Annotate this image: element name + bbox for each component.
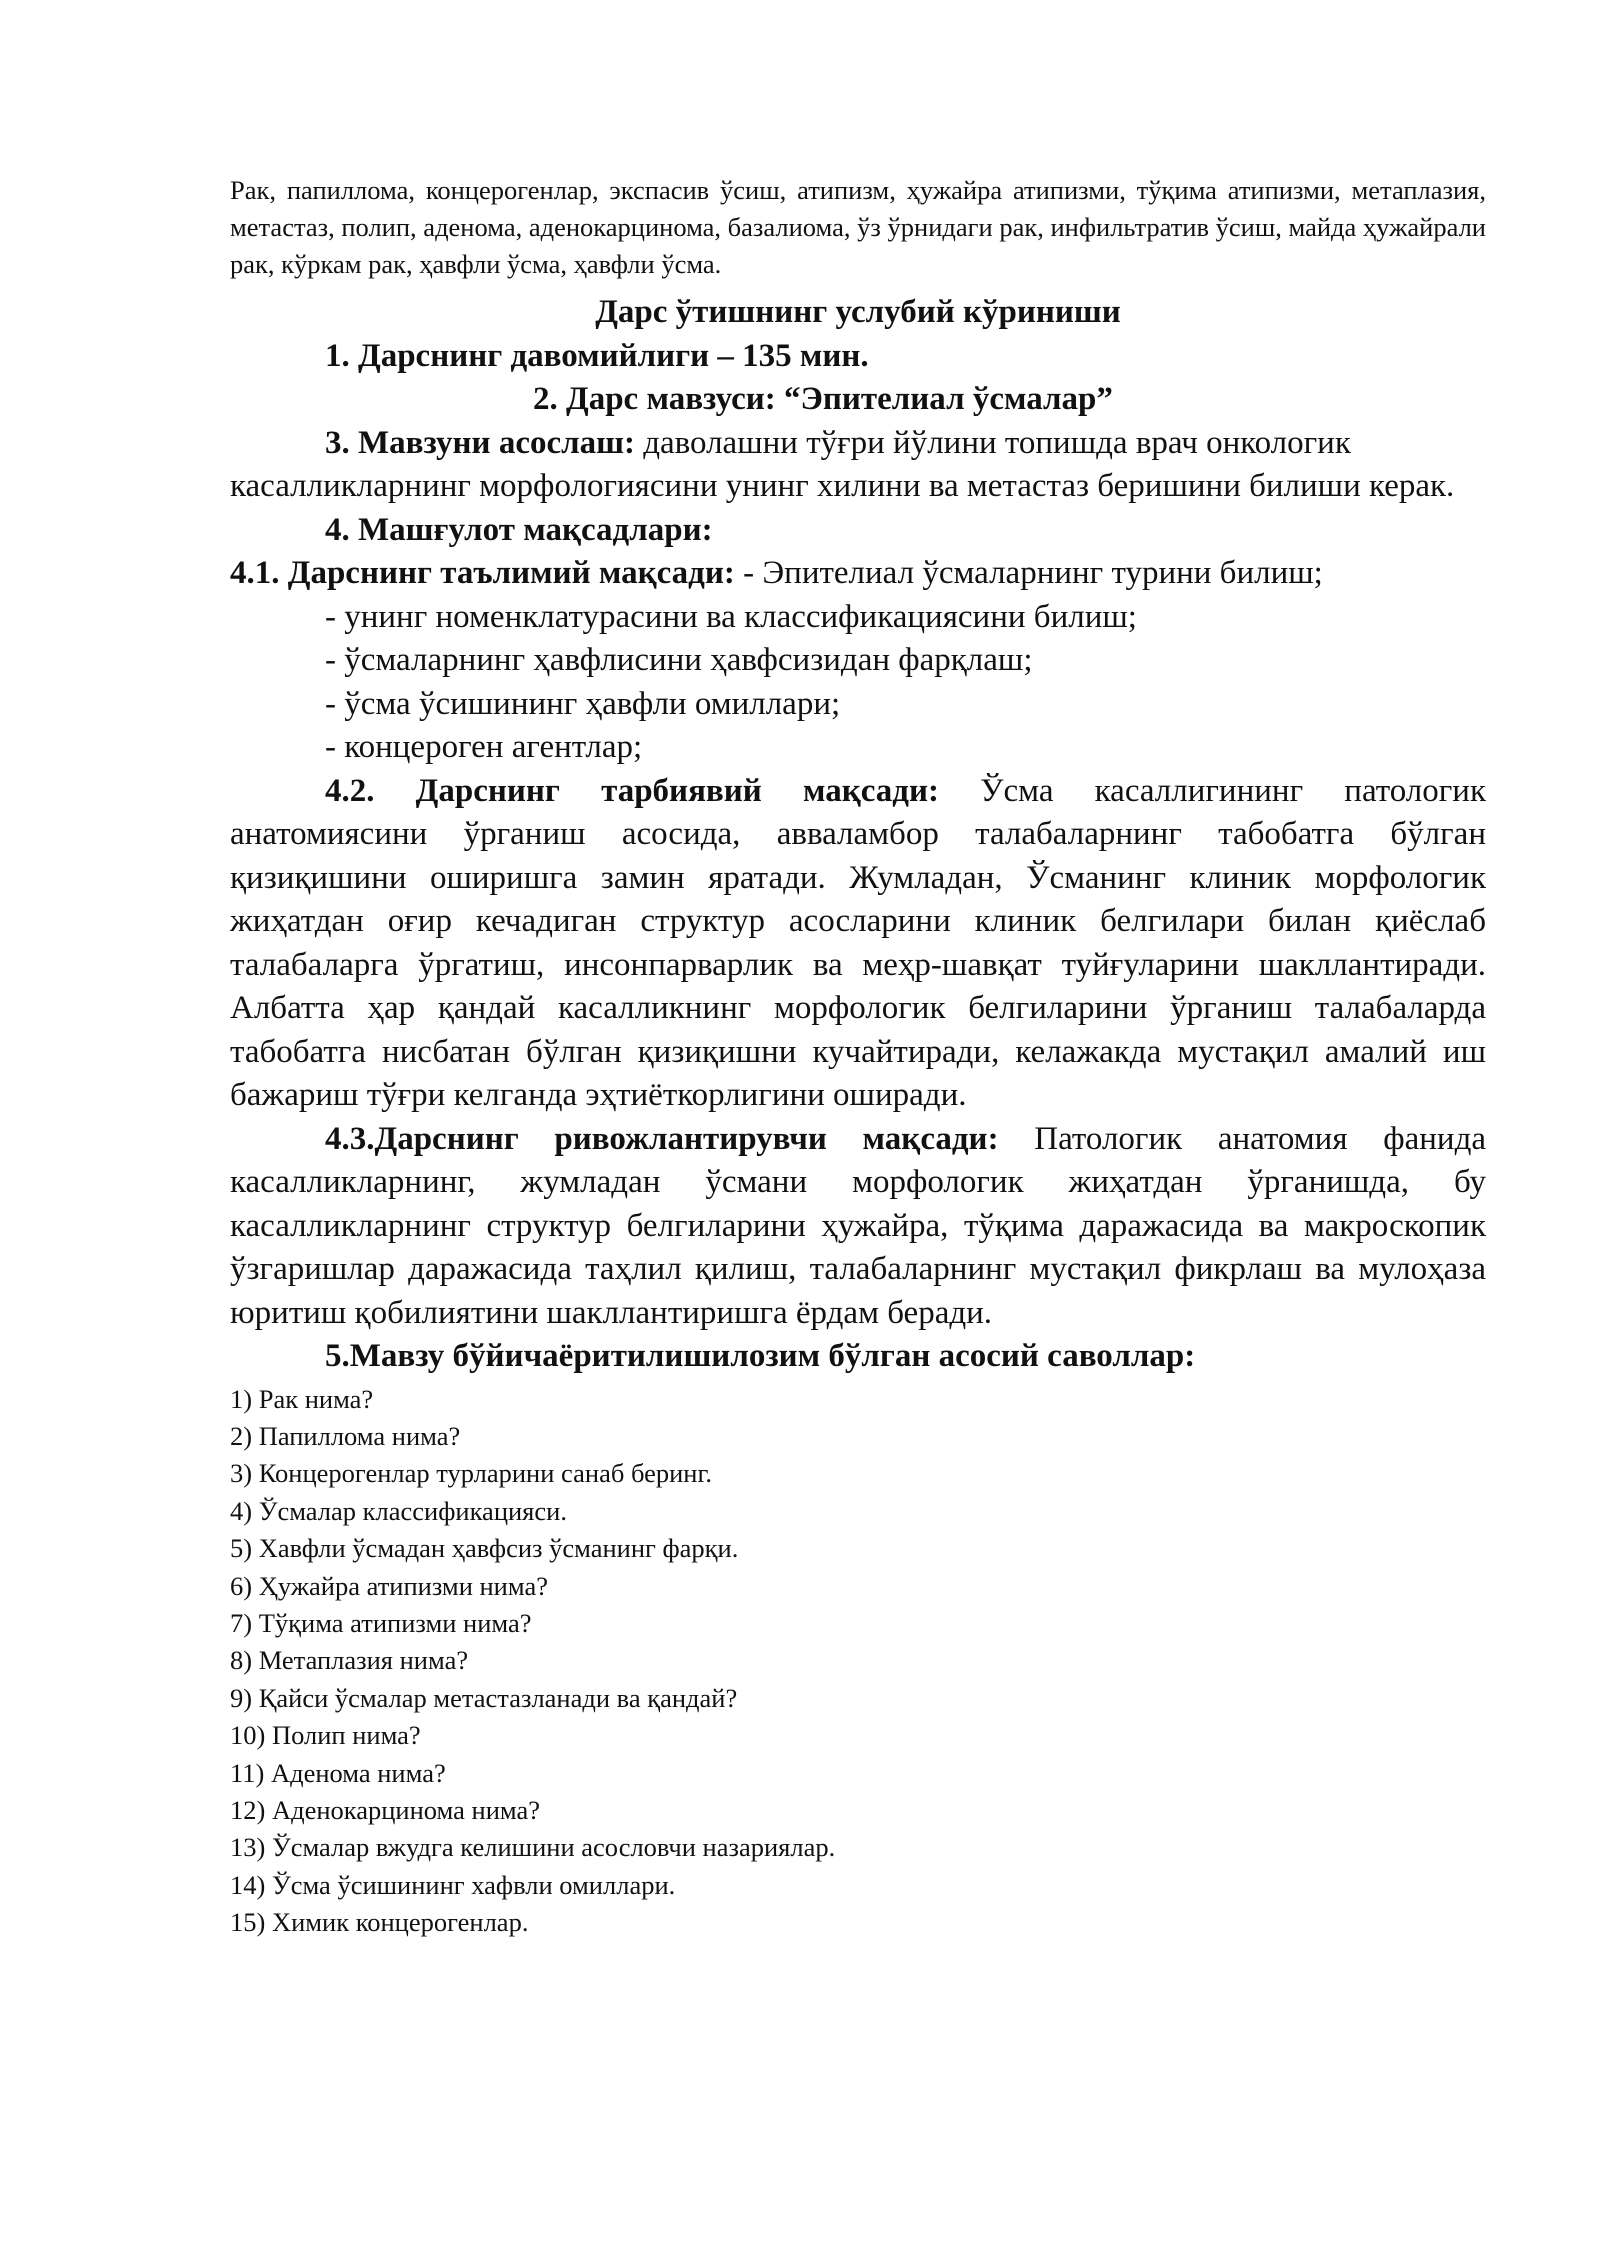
list-item: 2) Папиллома нима?: [230, 1420, 461, 1451]
educational-goal: [230, 552, 1486, 596]
developmental-goal-label: 4.3.Дарснинг ривожлантирувчи мақсади:: [325, 1120, 999, 1157]
developmental-goal-text: Патологик анатомия фанида касалликларнинг, жумладан ўсмани морфологик жиҳатдан ўрганишда, бу касалликларнинг структур белгиларини ҳужайра, тўқима даражасида ва макроскопик ўзгаришлар даражасида таҳлил қилиш, талабаларнинг мустақил фикрлаш ва мулоҳаза юритиш қобилиятини шакллантиришга ёрдам беради.: [230, 1120, 1487, 1331]
educational-item: - ўсмаларнинг ҳавфлисини ҳавфсизидан фарқлаш;: [325, 642, 1033, 678]
educational-item: - унинг номенклатурасини ва классификациясини билиш;: [325, 598, 1137, 635]
educational-goal-first: - Эпителиал ўсмаларнинг турини билиш;: [734, 555, 1323, 591]
keywords-paragraph: Рак, папиллома, концерогенлар, экспасив ўсиш, атипизм, ҳужайра атипизми, тўқима атипизми, метаплазия, метастаз, полип, аденома, аденокарцинома, базалиома, ўз ўрнидаги рак, инфильтратив ўсиш, майда ҳужайрали рак, кўркам рак, ҳавфли ўсма, ҳавфли ўсма.: [230, 175, 1486, 279]
list-item: 9) Қайси ўсмалар метастазланади ва қандай?: [230, 1682, 738, 1713]
list-item: 15) Химик концерогенлар.: [230, 1907, 529, 1938]
duration-line: 1. Дарснинг давомийлиги – 135 мин.: [325, 337, 869, 374]
topic-line: 2. Дарс мавзуси: “Эпителиал ўсмалар”: [533, 381, 1113, 417]
list-item: 10) Полип нима?: [230, 1720, 421, 1751]
questions-heading: 5.Мавзу бўйичаёритилишилозим бўлган асосий саволлар:: [325, 1338, 1196, 1374]
educational-item: - ўсма ўсишининг ҳавфли омиллари;: [325, 685, 841, 722]
list-item: 14) Ўсма ўсишининг хафвли омиллари.: [230, 1869, 676, 1900]
document-page: [230, 172, 1486, 1942]
rationale-text: даволашни тўғри йўлини топишда врач онкологик касалликларнинг морфологиясини унинг хилини ва метастаз беришини билиши керак.: [230, 424, 1455, 504]
rationale-paragraph: [230, 422, 1486, 509]
list-item: 1) Рак нима?: [230, 1383, 374, 1414]
list-item: 5) Хавфли ўсмадан ҳавфсиз ўсманинг фарқи.: [230, 1533, 739, 1564]
developmental-goal: [230, 1118, 1486, 1336]
list-item: 11) Аденома нима?: [230, 1757, 446, 1788]
list-item: 8) Метаплазия нима?: [230, 1645, 469, 1676]
list-item: 4) Ўсмалар классификацияси.: [230, 1495, 567, 1526]
upbringing-goal-label: 4.2. Дарснинг тарбиявий мақсади:: [325, 772, 939, 809]
upbringing-goal: [230, 770, 1486, 1118]
educational-item: - концероген агентлар;: [325, 729, 643, 765]
page-title: Дарс ўтишнинг услубий кўриниши: [595, 294, 1121, 330]
upbringing-goal-text: Ўсма касаллигининг патологик анатомиясини ўрганиш асосида, авваламбор талабаларнинг табобатга бўлган қизиқишини оширишга замин яратади. Жумладан, Ўсманинг клиник морфологик жиҳатдан оғир кечадиган структур асосларини клиник белгилари билан қиёслаб талабаларга ўргатиш, инсонпарварлик ва меҳр-шавқат туйғуларини шакллантиради. Албатта ҳар қандай касалликнинг морфологик белгиларини ўрганиш талабаларда табобатга нисбатан бўлган қизиқишни кучайтиради, келажакда мустақил амалий иш бажариш тўғри келганда эҳтиёткорлигини оширади.: [230, 772, 1486, 1113]
list-item: 3) Концерогенлар турларини санаб беринг.: [230, 1458, 712, 1489]
list-item: 13) Ўсмалар вжудга келишини асословчи назариялар.: [230, 1832, 836, 1863]
list-item: 7) Тўқима атипизми нима?: [230, 1607, 532, 1638]
list-item: 6) Ҳужайра атипизми нима?: [230, 1570, 548, 1601]
goals-heading: 4. Машғулот мақсадлари:: [325, 511, 713, 548]
questions-list: [230, 1381, 1486, 1942]
list-item: 12) Аденокарцинома нима?: [230, 1794, 540, 1825]
educational-goal-label: 4.1. Дарснинг таълимий мақсади:: [230, 555, 735, 591]
rationale-label: 3. Мавзуни асослаш:: [325, 424, 635, 461]
